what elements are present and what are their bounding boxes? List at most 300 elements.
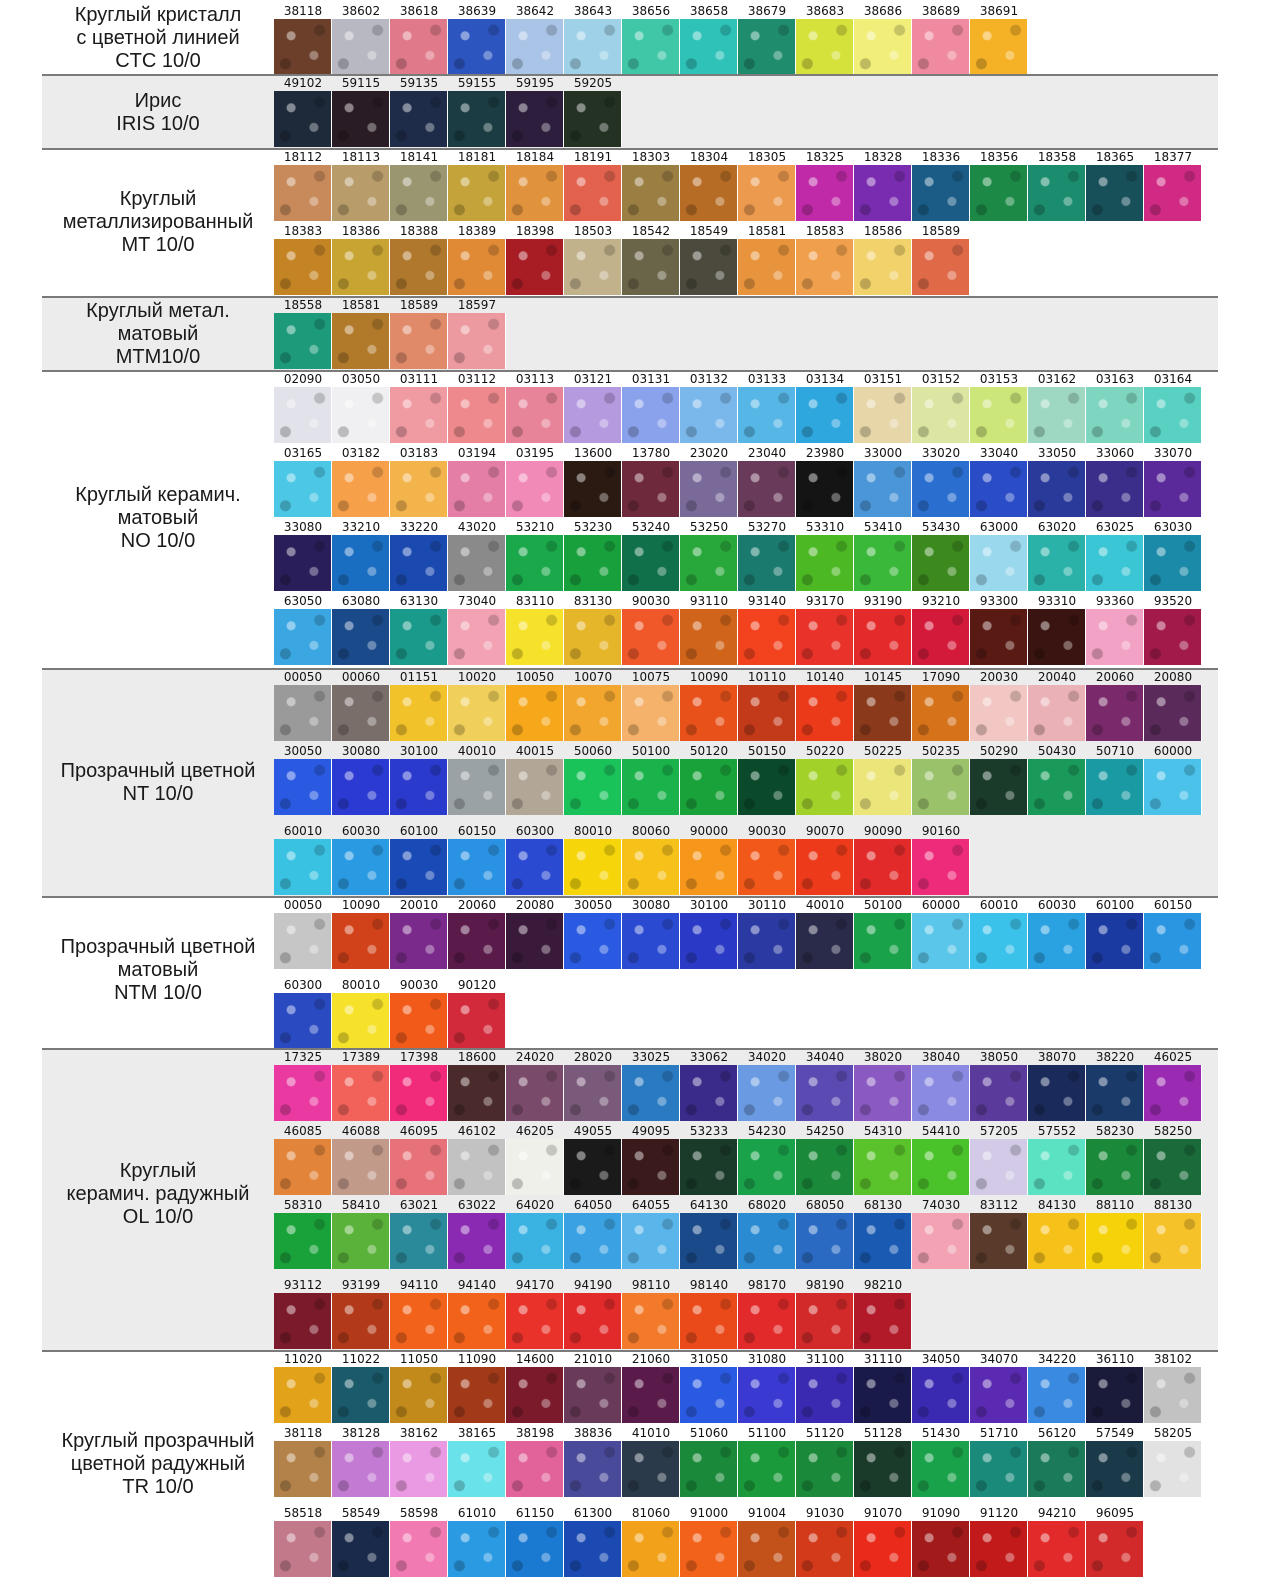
bead-cell (448, 1352, 506, 1423)
bead-code: 80010 (573, 824, 613, 838)
bead-swatch (854, 609, 912, 665)
bead-cell (1028, 446, 1086, 517)
bead-code: 00060 (341, 670, 381, 684)
bead-code: 10020 (457, 670, 497, 684)
bead-swatch (854, 1213, 912, 1269)
bead-swatch (622, 1293, 680, 1349)
bead-cell (564, 1506, 622, 1577)
bead-cell (1086, 744, 1144, 815)
bead-code: 28020 (573, 1050, 613, 1064)
bead-code: 53410 (863, 520, 903, 534)
bead-cell (622, 520, 680, 591)
bead-code: 14600 (515, 1352, 555, 1366)
bead-swatch (390, 1441, 448, 1497)
bead-cell (332, 824, 390, 895)
bead-cell (564, 446, 622, 517)
bead-cell (680, 824, 738, 895)
bead-code: 63020 (1037, 520, 1077, 534)
bead-cell (448, 4, 506, 75)
bead-swatch (796, 535, 854, 591)
bead-cell (970, 670, 1028, 741)
bead-code: 33050 (1037, 446, 1077, 460)
bead-code: 90120 (457, 978, 497, 992)
bead-cell (390, 1506, 448, 1577)
bead-cell (448, 594, 506, 665)
bead-swatch (796, 1293, 854, 1349)
bead-cell (332, 520, 390, 591)
bead-swatch (564, 609, 622, 665)
bead-swatch (448, 1521, 506, 1577)
bead-code: 50430 (1037, 744, 1077, 758)
bead-swatch (680, 387, 738, 443)
bead-code: 51430 (921, 1426, 961, 1440)
bead-cell (796, 1426, 854, 1497)
bead-cell (738, 520, 796, 591)
bead-swatch (1086, 461, 1144, 517)
bead-swatch (274, 839, 332, 895)
bead-swatch (796, 1213, 854, 1269)
bead-code: 18305 (747, 150, 787, 164)
bead-swatch (854, 1293, 912, 1349)
bead-code: 18303 (631, 150, 671, 164)
bead-code: 63000 (979, 520, 1019, 534)
bead-swatch (390, 1065, 448, 1121)
bead-cell (332, 1278, 390, 1349)
bead-cell (912, 824, 970, 895)
bead-cell (332, 446, 390, 517)
bead-code: 18383 (283, 224, 323, 238)
bead-cell (1086, 1506, 1144, 1577)
bead-swatch (564, 91, 622, 147)
bead-cell (680, 1506, 738, 1577)
bead-swatch (564, 759, 622, 815)
bead-cell (680, 1198, 738, 1269)
bead-cell (912, 372, 970, 443)
bead-swatch (738, 759, 796, 815)
bead-swatch (796, 1367, 854, 1423)
bead-cell (564, 670, 622, 741)
bead-cell (274, 824, 332, 895)
bead-code: 90030 (747, 824, 787, 838)
bead-code: 49102 (283, 76, 323, 90)
bead-code: 18581 (341, 298, 381, 312)
bead-code: 18141 (399, 150, 439, 164)
bead-swatch (854, 685, 912, 741)
bead-swatch (1144, 461, 1202, 517)
bead-cell (680, 670, 738, 741)
bead-swatch (680, 1293, 738, 1349)
bead-code: 03194 (457, 446, 497, 460)
bead-swatch (622, 1065, 680, 1121)
bead-cell (564, 1050, 622, 1121)
bead-code: 10050 (515, 670, 555, 684)
bead-swatch (332, 759, 390, 815)
bead-cell (1144, 1352, 1202, 1423)
bead-swatch (1086, 685, 1144, 741)
bead-cell (332, 1352, 390, 1423)
bead-cell (796, 520, 854, 591)
bead-cell (912, 1426, 970, 1497)
bead-cell (912, 744, 970, 815)
bead-code: 03050 (341, 372, 381, 386)
bead-code: 80060 (631, 824, 671, 838)
bead-code: 93520 (1153, 594, 1193, 608)
bead-cell (912, 1198, 970, 1269)
bead-code: 93360 (1095, 594, 1135, 608)
bead-swatch (390, 19, 448, 75)
bead-code: 94110 (399, 1278, 439, 1292)
bead-swatch (970, 1065, 1028, 1121)
bead-swatch (796, 387, 854, 443)
bead-code: 54310 (863, 1124, 903, 1138)
bead-cell (738, 824, 796, 895)
bead-cell (274, 1050, 332, 1121)
bead-code: 57549 (1095, 1426, 1135, 1440)
bead-code: 18336 (921, 150, 961, 164)
bead-cell (680, 372, 738, 443)
bead-swatch (448, 387, 506, 443)
bead-cell (1028, 1198, 1086, 1269)
bead-swatch (738, 1065, 796, 1121)
bead-code: 63030 (1153, 520, 1193, 534)
bead-swatch (912, 1521, 970, 1577)
bead-swatch (738, 1293, 796, 1349)
bead-cell (854, 224, 912, 295)
bead-cell (680, 4, 738, 75)
bead-swatch (390, 535, 448, 591)
bead-code: 38220 (1095, 1050, 1135, 1064)
bead-code: 59135 (399, 76, 439, 90)
bead-swatch (622, 913, 680, 969)
bead-code: 63130 (399, 594, 439, 608)
bead-code: 60030 (341, 824, 381, 838)
bead-swatch (564, 913, 622, 969)
bead-cell (912, 594, 970, 665)
bead-cell (506, 898, 564, 969)
bead-swatch (1086, 1441, 1144, 1497)
bead-code: 93170 (805, 594, 845, 608)
bead-code: 90030 (631, 594, 671, 608)
bead-cell (274, 298, 332, 369)
bead-swatch (564, 1139, 622, 1195)
bead-cell (274, 150, 332, 221)
bead-code: 68020 (747, 1198, 787, 1212)
bead-cell (970, 1124, 1028, 1195)
bead-swatch (796, 913, 854, 969)
bead-cell (854, 1050, 912, 1121)
bead-cell (506, 150, 564, 221)
bead-code: 03163 (1095, 372, 1135, 386)
bead-code: 43020 (457, 520, 497, 534)
bead-cell (390, 824, 448, 895)
bead-section (42, 668, 1218, 896)
bead-swatch (796, 1521, 854, 1577)
bead-cell (506, 1278, 564, 1349)
bead-code: 17090 (921, 670, 961, 684)
bead-code: 10075 (631, 670, 671, 684)
bead-cell (448, 1124, 506, 1195)
bead-cell (680, 150, 738, 221)
bead-code: 17389 (341, 1050, 381, 1064)
bead-cell (796, 372, 854, 443)
bead-swatch (274, 461, 332, 517)
bead-code: 38020 (863, 1050, 903, 1064)
bead-cell (506, 744, 564, 815)
bead-cell (970, 1050, 1028, 1121)
bead-cell (564, 1278, 622, 1349)
bead-code: 94170 (515, 1278, 555, 1292)
bead-swatch (390, 165, 448, 221)
bead-swatch (448, 313, 506, 369)
bead-cell (448, 76, 506, 147)
bead-cell (274, 1506, 332, 1577)
bead-swatch (1028, 535, 1086, 591)
bead-code: 83112 (979, 1198, 1019, 1212)
bead-swatch (854, 1065, 912, 1121)
bead-code: 18589 (921, 224, 961, 238)
bead-cell (912, 1050, 970, 1121)
bead-cell (390, 150, 448, 221)
bead-code: 51120 (805, 1426, 845, 1440)
bead-swatch (332, 839, 390, 895)
bead-cell (970, 1198, 1028, 1269)
bead-cell (680, 594, 738, 665)
bead-cell (622, 1426, 680, 1497)
bead-code: 18304 (689, 150, 729, 164)
bead-cell (1028, 594, 1086, 665)
bead-cell (506, 1050, 564, 1121)
bead-swatch (332, 1521, 390, 1577)
bead-cell (332, 1198, 390, 1269)
bead-code: 18597 (457, 298, 497, 312)
bead-swatch (274, 685, 332, 741)
bead-code: 33210 (341, 520, 381, 534)
bead-cell (448, 1198, 506, 1269)
bead-section (42, 296, 1218, 370)
bead-swatch (274, 913, 332, 969)
bead-code: 54230 (747, 1124, 787, 1138)
bead-code: 18377 (1153, 150, 1193, 164)
bead-swatch (390, 1139, 448, 1195)
bead-cell (274, 1198, 332, 1269)
bead-code: 63025 (1095, 520, 1135, 534)
bead-code: 94190 (573, 1278, 613, 1292)
bead-swatch (680, 1139, 738, 1195)
bead-cell (912, 1124, 970, 1195)
bead-code: 90160 (921, 824, 961, 838)
bead-code: 60000 (1153, 744, 1193, 758)
bead-cell (390, 1050, 448, 1121)
bead-cell (274, 1426, 332, 1497)
bead-cell (796, 1124, 854, 1195)
bead-cell (564, 594, 622, 665)
bead-cell (854, 520, 912, 591)
bead-code: 90090 (863, 824, 903, 838)
bead-cell (390, 898, 448, 969)
bead-cell (622, 594, 680, 665)
bead-cell (332, 1124, 390, 1195)
bead-swatch (622, 1213, 680, 1269)
bead-swatch (796, 1139, 854, 1195)
bead-code: 18325 (805, 150, 845, 164)
bead-cell (564, 1124, 622, 1195)
bead-swatch (506, 535, 564, 591)
bead-code: 38679 (747, 4, 787, 18)
bead-cell (1028, 898, 1086, 969)
bead-swatch (912, 461, 970, 517)
bead-code: 50100 (863, 898, 903, 912)
bead-code: 18581 (747, 224, 787, 238)
bead-swatch (564, 1521, 622, 1577)
bead-code: 91120 (979, 1506, 1019, 1520)
bead-swatch (970, 165, 1028, 221)
bead-swatch (622, 535, 680, 591)
bead-cell (506, 1124, 564, 1195)
bead-cell (912, 670, 970, 741)
bead-swatch (506, 1367, 564, 1423)
bead-swatch (1028, 461, 1086, 517)
bead-swatch (738, 165, 796, 221)
bead-cell (274, 978, 332, 1049)
bead-cell (332, 898, 390, 969)
bead-cell (332, 1050, 390, 1121)
bead-code: 30100 (399, 744, 439, 758)
bead-cell (390, 1278, 448, 1349)
bead-swatch (1144, 913, 1202, 969)
bead-swatch (390, 993, 448, 1049)
bead-swatch (1028, 685, 1086, 741)
bead-cell (738, 224, 796, 295)
bead-cell (970, 744, 1028, 815)
bead-swatch (1086, 1139, 1144, 1195)
bead-code: 03151 (863, 372, 903, 386)
bead-swatch (448, 759, 506, 815)
bead-code: 38118 (283, 4, 323, 18)
bead-swatch (506, 165, 564, 221)
bead-swatch (274, 165, 332, 221)
bead-code: 30050 (283, 744, 323, 758)
bead-swatch (274, 1065, 332, 1121)
bead-swatch (912, 535, 970, 591)
bead-code: 38198 (515, 1426, 555, 1440)
bead-code: 74030 (921, 1198, 961, 1212)
bead-code: 11090 (457, 1352, 497, 1366)
bead-swatch (1086, 1367, 1144, 1423)
bead-code: 51128 (863, 1426, 903, 1440)
bead-swatch (796, 1441, 854, 1497)
bead-code: 53250 (689, 520, 729, 534)
bead-swatch (1086, 535, 1144, 591)
bead-swatch (970, 535, 1028, 591)
bead-swatch (564, 1293, 622, 1349)
bead-cell (564, 1198, 622, 1269)
bead-swatch (970, 685, 1028, 741)
bead-swatch (274, 759, 332, 815)
bead-cell (738, 1124, 796, 1195)
bead-code: 23020 (689, 446, 729, 460)
bead-code: 81060 (631, 1506, 671, 1520)
bead-cell (564, 372, 622, 443)
bead-cell (1028, 372, 1086, 443)
bead-cell (564, 1352, 622, 1423)
bead-swatch (506, 239, 564, 295)
bead-code: 10110 (747, 670, 787, 684)
bead-cell (564, 1426, 622, 1497)
bead-swatch (448, 913, 506, 969)
bead-swatch (332, 685, 390, 741)
bead-swatch (854, 165, 912, 221)
bead-swatch (390, 839, 448, 895)
bead-code: 03165 (283, 446, 323, 460)
bead-code: 34070 (979, 1352, 1019, 1366)
bead-cell (506, 670, 564, 741)
bead-swatch (796, 685, 854, 741)
bead-code: 38102 (1153, 1352, 1193, 1366)
bead-cell (1086, 1426, 1144, 1497)
bead-swatch (680, 1213, 738, 1269)
bead-code: 98170 (747, 1278, 787, 1292)
bead-cell (506, 520, 564, 591)
bead-code: 58310 (283, 1198, 323, 1212)
bead-code: 60150 (457, 824, 497, 838)
bead-cell (564, 224, 622, 295)
bead-cell (448, 372, 506, 443)
bead-cell (622, 670, 680, 741)
bead-swatch (332, 609, 390, 665)
bead-code: 50150 (747, 744, 787, 758)
bead-swatch (506, 19, 564, 75)
bead-swatch (564, 685, 622, 741)
bead-cell (506, 1506, 564, 1577)
bead-swatch (274, 1441, 332, 1497)
bead-code: 90070 (805, 824, 845, 838)
bead-code: 51060 (689, 1426, 729, 1440)
bead-swatch (912, 1065, 970, 1121)
bead-code: 10070 (573, 670, 613, 684)
bead-swatch (912, 1441, 970, 1497)
bead-cell (622, 1278, 680, 1349)
section-title: Ирис IRIS 10/0 (116, 90, 200, 135)
bead-swatch (1144, 1065, 1202, 1121)
bead-code: 57552 (1037, 1124, 1077, 1138)
bead-code: 10090 (341, 898, 381, 912)
bead-code: 18558 (283, 298, 323, 312)
bead-cell (738, 4, 796, 75)
bead-code: 20010 (399, 898, 439, 912)
bead-cell (1144, 898, 1202, 969)
bead-code: 91004 (747, 1506, 787, 1520)
bead-cell (796, 150, 854, 221)
bead-cell (448, 898, 506, 969)
bead-code: 98110 (631, 1278, 671, 1292)
bead-swatch (274, 91, 332, 147)
section-title: Круглый прозрачный цветной радужный TR 10/0 (61, 1430, 255, 1498)
bead-code: 63021 (399, 1198, 439, 1212)
bead-swatch (970, 1213, 1028, 1269)
bead-cell (1144, 744, 1202, 815)
bead-swatch (1086, 387, 1144, 443)
bead-swatch (970, 759, 1028, 815)
bead-cell (680, 744, 738, 815)
bead-swatch (1086, 1065, 1144, 1121)
bead-cell (680, 224, 738, 295)
bead-code: 33000 (863, 446, 903, 460)
section-title: Круглый металлизированный MT 10/0 (62, 188, 254, 256)
bead-code: 83130 (573, 594, 613, 608)
bead-swatch (332, 993, 390, 1049)
bead-swatch (1086, 913, 1144, 969)
bead-code: 60000 (921, 898, 961, 912)
